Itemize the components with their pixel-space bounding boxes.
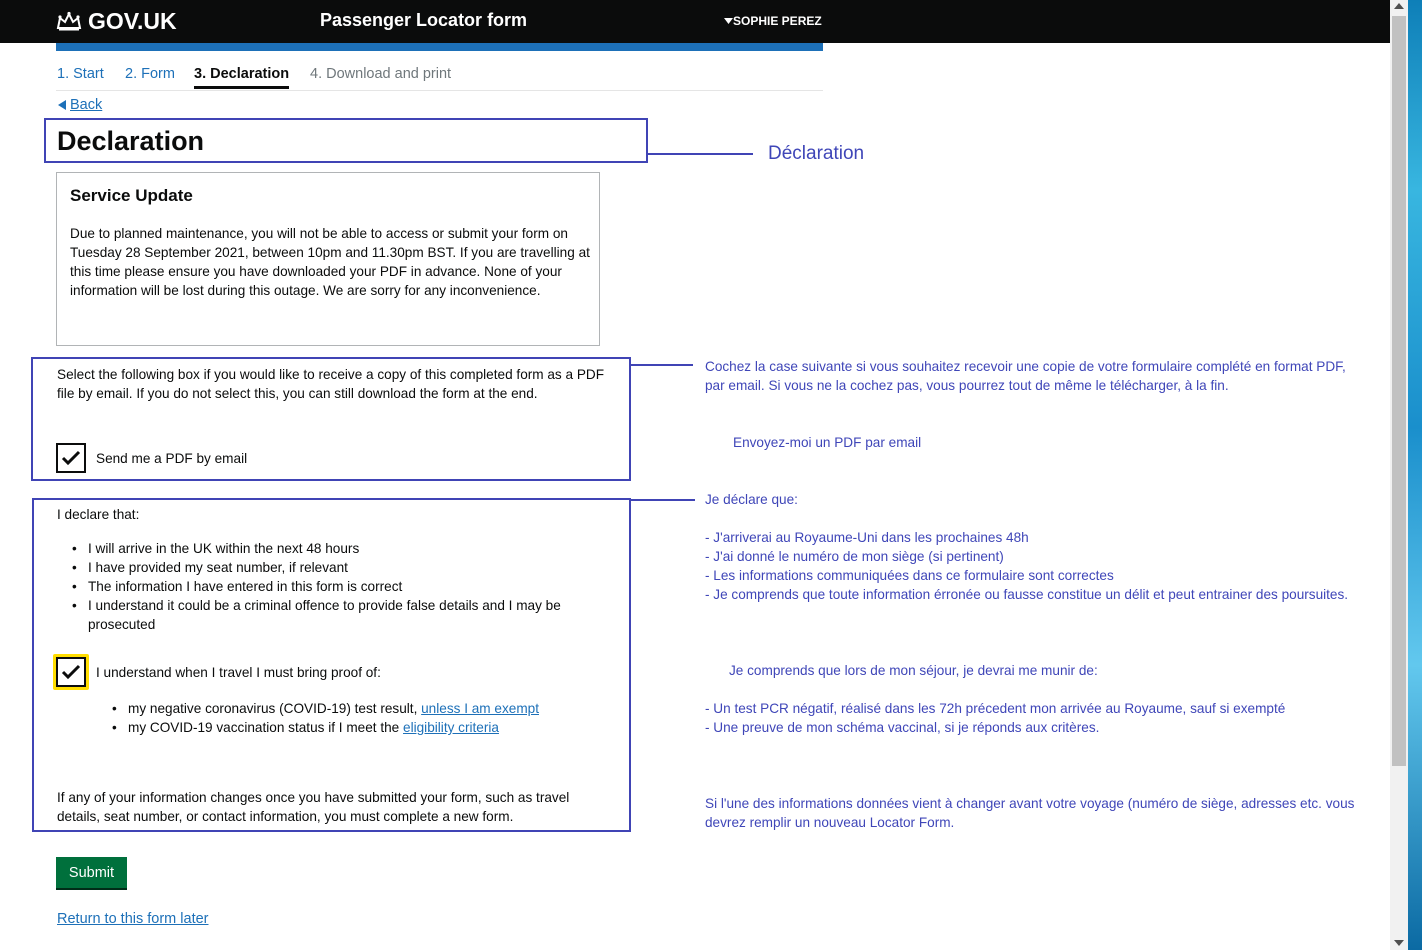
crown-icon [56,11,82,31]
logo-text: GOV.UK [88,7,177,34]
annotation-proof: - Un test PCR négatif, réalisé dans les 72h précedent mon arrivée au Royaume, sauf si exempté - Une preuve de mon schéma vaccinal, si je réponds aux critères. [705,701,1286,735]
back-arrow-icon [57,100,67,110]
annotation-title: Déclaration [768,143,865,164]
declaration-intro: I declare that: [57,507,140,522]
annotation-connector [648,153,753,155]
send-pdf-label[interactable]: Send me a PDF by email [96,451,248,466]
list-item: • I understand it could be a criminal offence to provide false details and I may be prosecuted [88,596,608,634]
list-item: • I will arrive in the UK within the next 48 hours [88,539,608,558]
proof-item-text: my COVID-19 vaccination status if I meet the [128,720,404,735]
annotation-email: Cochez la case suivante si vous souhaitez recevoir une copie de votre formulaire complété en format PDF, par email. Si vous ne la cochez pas, vous pourrez tout de même le télécharger, à la fin. [705,359,1346,393]
eligibility-criteria-link[interactable]: eligibility criteria [403,720,499,735]
header-accent-bar [56,43,823,51]
exempt-link[interactable]: unless I am exempt [421,701,539,716]
list-item: • I have provided my seat number, if relevant [88,558,608,577]
annotation-connector [631,499,695,501]
back-link[interactable] [57,97,102,113]
changes-note: If any of your information changes once you have submitted your form, such as travel details, seat number, or contact information, you must complete a new form. [57,790,570,824]
page-title: Declaration [57,126,205,156]
annotation-box-heading [44,118,648,163]
govuk-logo[interactable] [56,7,177,35]
step-declaration[interactable]: 3. Declaration [194,66,289,89]
desktop-background [1408,0,1422,950]
proof-checkbox-label[interactable]: I understand when I travel I must bring proof of: [96,665,381,680]
scroll-down-arrow-icon[interactable] [1394,940,1404,946]
steps-divider [56,90,823,91]
annotation-changes: Si l'une des informations données vient à changer avant votre voyage (numéro de siège, adresses etc. vous devrez remplir un nouveau Locator Form. [705,796,1355,830]
scroll-up-arrow-icon[interactable] [1394,3,1404,9]
annotation-box-declaration [32,498,631,832]
service-name[interactable]: Passenger Locator form [320,10,528,30]
proof-item-text: my negative coronavirus (COVID-19) test result, [128,701,422,716]
step-form[interactable]: 2. Form [125,66,175,82]
header-bar [0,0,1390,43]
scrollbar-thumb[interactable] [1392,16,1406,766]
annotation-connector [631,364,693,366]
list-item: • The information I have entered in this form is correct [88,577,608,596]
submit-button[interactable]: Submit [56,857,127,888]
annotation-box-email [31,357,631,481]
service-update-title: Service Update [70,186,193,205]
step-start[interactable]: 1. Start [57,66,104,82]
annotation-email-checkbox: Envoyez-moi un PDF par email [733,435,922,450]
email-copy-intro: Select the following box if you would like to receive a copy of this completed form as a PDF file by email. If you do not select this, you can still download the form at the end. [57,367,605,401]
step-download-print: 4. Download and print [310,66,452,82]
service-update-body: Due to planned maintenance, you will not be able to access or submit your form on Tuesday 28 September 2021, between 10pm and 11.30pm BST. If you are travelling at this time please ensure you have downloaded your PDF in advance. None of your information will be lost during this outage. We are sorry for any inconvenience. [70,226,590,298]
caret-down-icon [724,18,733,24]
annotation-declaration: Je déclare que: - J'arriverai au Royaume-Uni dans les prochaines 48h - J'ai donné le numéro de mon siège (si pertinent) - Les informations communiquées dans ce formulaire sont correctes - Je comprends que toute information érronée ou fausse constitue un délit et peut entrainer des poursuites. [705,492,1349,602]
annotation-proof-title: Je comprends que lors de mon séjour, je devrai me munir de: [729,663,1098,678]
account-name: SOPHIE PEREZ [733,14,822,28]
account-menu[interactable] [724,14,822,28]
return-later-link[interactable]: Return to this form later [57,911,209,927]
back-link-label: Back [70,97,103,113]
